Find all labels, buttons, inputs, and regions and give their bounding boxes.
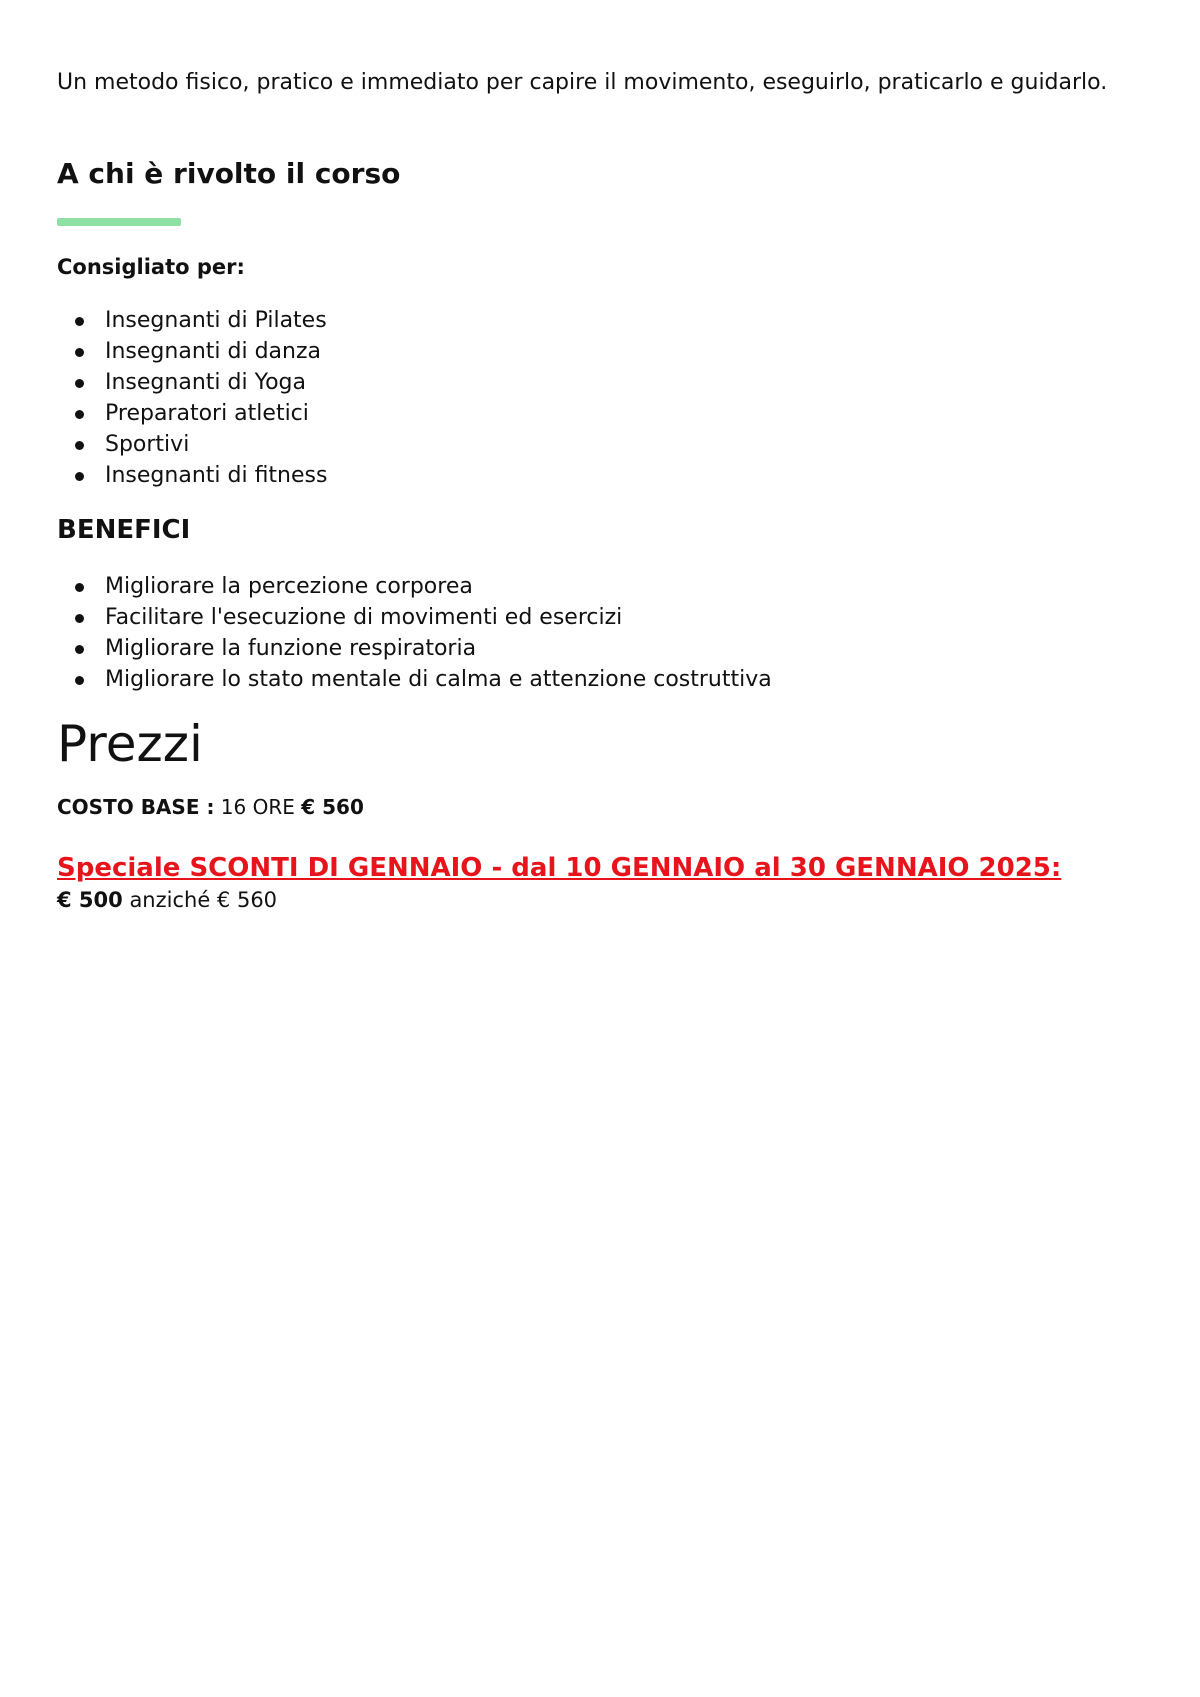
bullet-icon (75, 583, 84, 592)
list-item: Migliorare la percezione corporea (75, 571, 1147, 602)
list-item: Insegnanti di Pilates (75, 305, 1147, 336)
bullet-icon (75, 472, 84, 481)
promo-price-line (57, 885, 1147, 915)
list-item: Insegnanti di danza (75, 336, 1147, 367)
bullet-icon (75, 614, 84, 623)
promo-price: € 500 (57, 888, 123, 912)
promo-instead: anziché € 560 (122, 888, 278, 912)
base-cost-price: € 560 (301, 795, 364, 819)
base-cost-line (57, 793, 1147, 821)
bullet-icon (75, 441, 84, 450)
list-item: Insegnanti di fitness (75, 460, 1147, 491)
list-item: Sportivi (75, 429, 1147, 460)
bullet-icon (75, 645, 84, 654)
document-page (57, 66, 1147, 915)
target-list (57, 305, 1147, 491)
list-item: Preparatori atletici (75, 398, 1147, 429)
promo-link[interactable]: Speciale SCONTI DI GENNAIO - dal 10 GENNAIO al 30 GENNAIO 2025: (57, 853, 1062, 883)
bullet-icon (75, 676, 84, 685)
base-cost-hours: 16 ORE (214, 795, 302, 819)
bullet-icon (75, 410, 84, 419)
list-item: Migliorare lo stato mentale di calma e attenzione costruttiva (75, 664, 1147, 695)
bullet-icon (75, 379, 84, 388)
accent-bar (57, 218, 181, 226)
intro-text: Un metodo fisico, pratico e immediato per capire il movimento, eseguirlo, praticarlo e guidarlo. (57, 70, 1108, 95)
benefits-list (57, 571, 1147, 695)
list-item: Migliorare la funzione respiratoria (75, 633, 1147, 664)
list-item: Facilitare l'esecuzione di movimenti ed esercizi (75, 602, 1147, 633)
base-cost-label: COSTO BASE : (57, 795, 215, 819)
bullet-icon (75, 317, 84, 326)
list-item: Insegnanti di Yoga (75, 367, 1147, 398)
prices-heading: Prezzi (57, 715, 203, 773)
recommended-label: Consigliato per: (57, 255, 245, 279)
target-heading: A chi è rivolto il corso (57, 157, 401, 190)
bullet-icon (75, 348, 84, 357)
benefits-heading: BENEFICI (57, 515, 191, 545)
